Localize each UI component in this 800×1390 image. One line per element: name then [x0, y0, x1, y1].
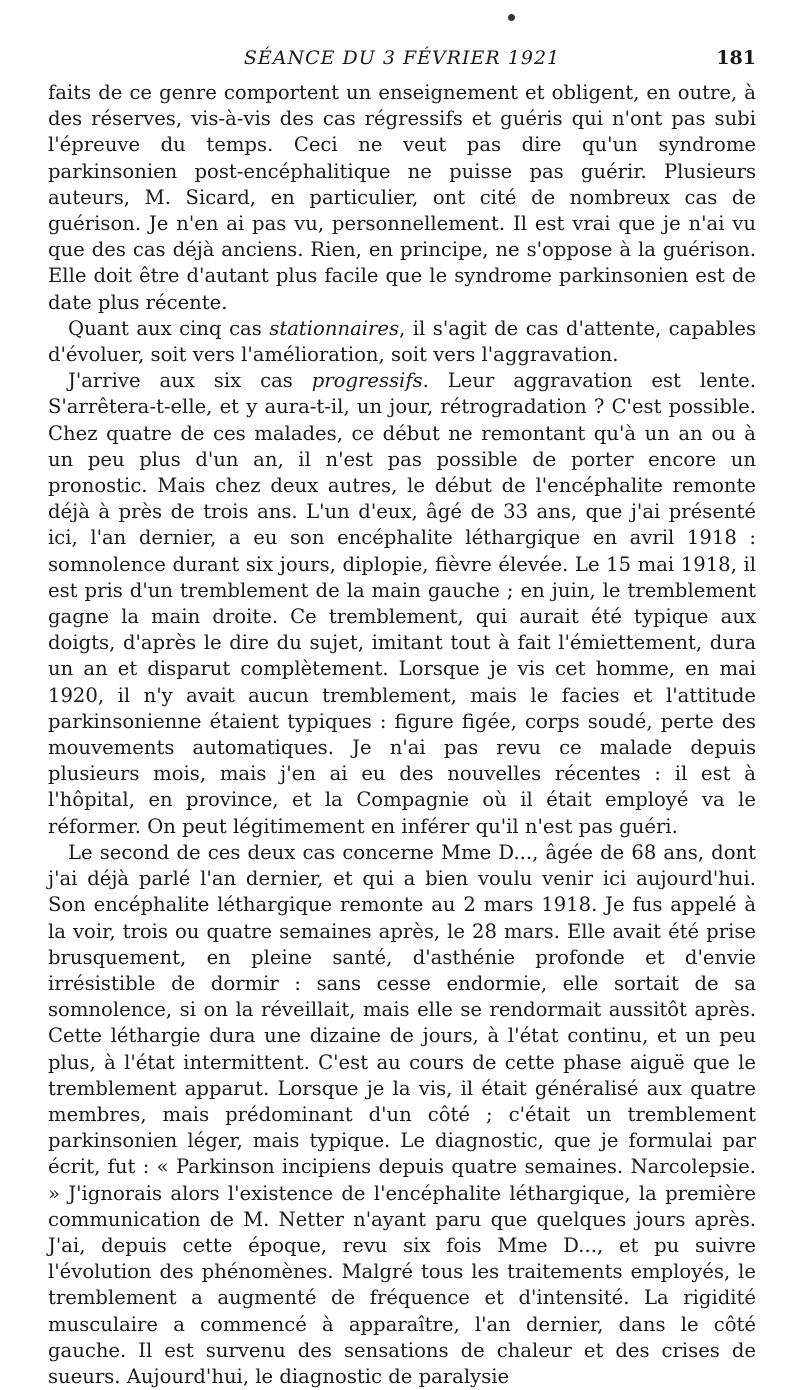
paragraph-3-end: . Leur aggravation est lente. S'arrêtera-t-elle, et y aura-t-il, un jour, rétrogradation ? C'est possible. Chez quatre de ces malades, ce début ne remontant qu'à un an ou à un peu plus d'un an, il n'est pas possible de porter encore un pronostic. Mais chez deux autres, le début de l'encéphalite remonte déjà à près de trois ans. L'un d'eux, âgé de 33 ans, que j'ai présenté ici, l'an dernier, a eu son encéphalite léthargique en avril 1918 : somnolence durant six jours, diplopie, fièvre élevée. Le 15 mai 1918, il est pris d'un tremblement de la main gauche ; en juin, le tremblement gagne la main droite. Ce tremblement, qui aurait été typique aux doigts, d'après le dire du sujet, imitant tout à fait l'émiettement, dura un an et disparut complètement. Lorsque je vis cet homme, en mai 1920, il n'y avait aucun tremblement, mais le facies et l'attitude parkinsonienne étaient typiques : figure figée, corps soudé, perte des mouvements automatiques. Je n'ai pas revu ce malade depuis plusieurs mois, mais j'en ai eu des nouvelles récentes : il est à l'hôpital, en province, et la Compagnie où il était employé va le réformer. On peut légitimement en inférer qu'il n'est pas guéri.	[48, 369, 756, 838]
page-header	[48, 44, 756, 74]
paragraph-2	[48, 316, 756, 368]
paragraph-2-end: , il s'agit de cas d'attente, capables d'évoluer, soit vers l'amélioration, soit vers l'aggravation.	[48, 316, 756, 367]
paragraph-3-start: J'arrive aux six cas	[68, 369, 312, 393]
paragraph-4: Le second de ces deux cas concerne Mme D..., âgée de 68 ans, dont j'ai déjà parlé l'an dernier, et qui a bien voulu venir ici aujourd'hui. Son encéphalite léthargique remonte au 2 mars 1918. Je fus appelé à la voir, trois ou quatre semaines après, le 28 mars. Elle avait été prise brusquement, en pleine santé, d'asthénie profonde et d'envie irrésistible de dormir : sans cesse endormie, elle sortait de sa somnolence, si on la réveillait, mais elle se rendormait aussitôt après. Cette léthargie dura une dizaine de jours, à l'état continu, et un peu plus, à l'état intermittent. C'est au cours de cette phase aiguë que le tremblement apparut. Lorsque je la vis, il était généralisé aux quatre membres, mais prédominant d'un côté ; c'était un tremblement parkinsonien léger, mais typique. Le diagnostic, que je formulai par écrit, fut : « Parkinson incipiens depuis quatre semaines. Narcolepsie. » J'ignorais alors l'existence de l'encéphalite léthargique, la première communication de M. Netter n'ayant paru que quelques jours après. J'ai, depuis cette époque, revu six fois Mme D..., et pu suivre l'évolution des phénomènes. Malgré tous les traitements employés, le tremblement a augmenté de fréquence et d'intensité. La rigidité musculaire a commencé à apparaître, l'an dernier, dans le côté gauche. Il est survenu des sensations de chaleur et des crises de sueurs. Aujourd'hui, le diagnostic de paralysie	[48, 840, 756, 1388]
print-speck	[508, 14, 515, 21]
paragraph-1: faits de ce genre comportent un enseignement et obligent, en outre, à des réserves, vis-à-vis des cas régressifs et guéris qui n'ont pas subi l'épreuve du temps. Ceci ne veut pas dire qu'un syndrome parkinsonien post-encéphalitique ne puisse pas guérir. Plusieurs auteurs, M. Sicard, en particulier, ont cité de nombreux cas de guérison. Je n'en ai pas vu, personnellement. Il est vrai que je n'ai vu que des cas déjà anciens. Rien, en principe, ne s'oppose à la guérison. Elle doit être d'autant plus facile que le syndrome parkinsonien est de date plus récente.	[48, 81, 756, 314]
paragraph-2-emphasis: stationnaires	[269, 316, 400, 340]
paragraph-3-emphasis: progressifs	[311, 369, 423, 393]
paragraph-3	[48, 368, 756, 840]
paragraph-2-start: Quant aux cinq cas	[68, 316, 270, 340]
running-title: SÉANCE DU 3 FÉVRIER 1921	[243, 47, 561, 69]
page-number: 181	[716, 47, 756, 69]
body-text	[48, 80, 756, 1390]
